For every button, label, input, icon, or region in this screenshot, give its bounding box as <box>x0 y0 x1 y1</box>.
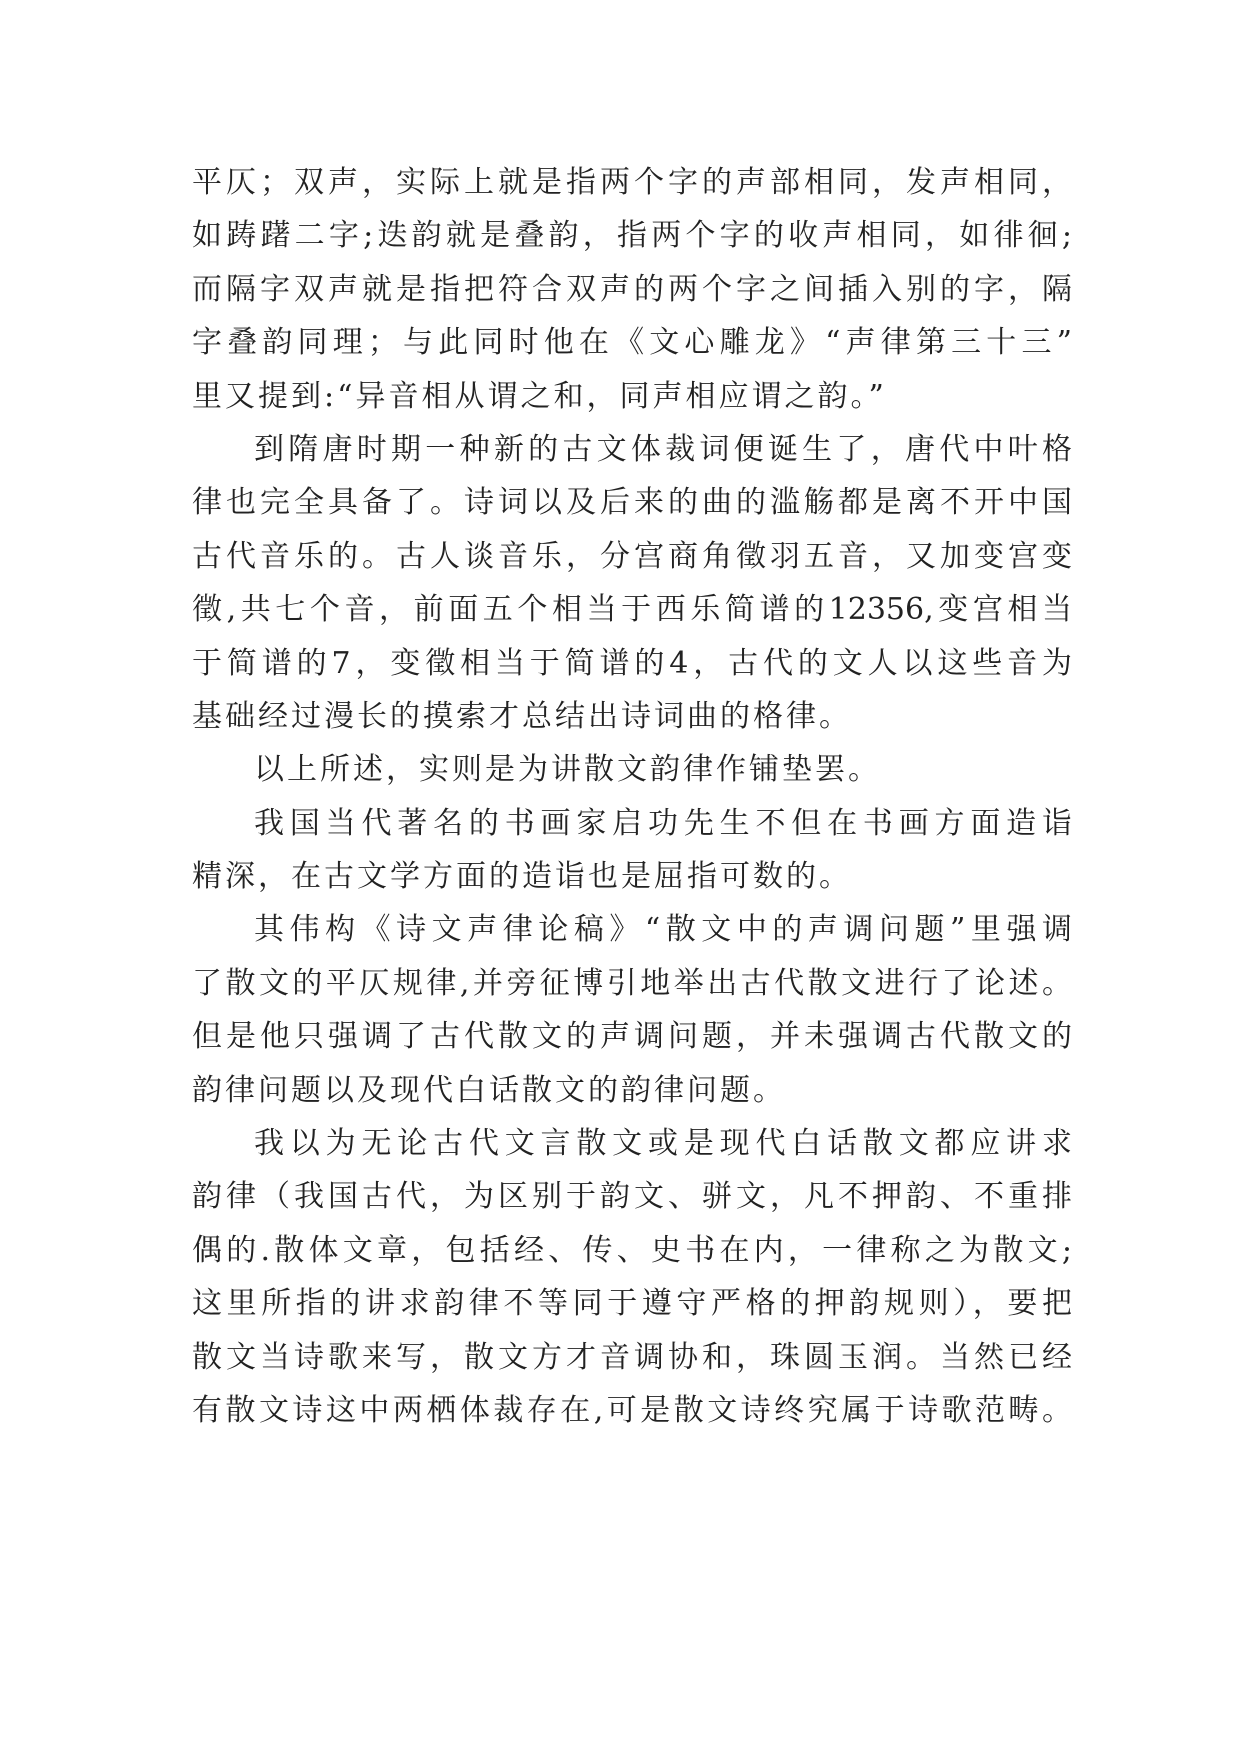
text-line: 我国当代著名的书画家启功先生不但在书画方面造诣 <box>254 805 1072 841</box>
text-line: 如踌躇二字;迭韵就是叠韵，指两个字的收声相同，如徘徊; <box>192 218 1072 254</box>
text-line: 律也完全具备了。诗词以及后来的曲的滥觞都是离不开中国 <box>192 485 1072 521</box>
text-line: 有散文诗这中两栖体裁存在,可是散文诗终究属于诗歌范畴。 <box>192 1392 1072 1428</box>
text-line: 我以为无论古代文言散文或是现代白话散文都应讲求 <box>254 1126 1072 1162</box>
text-line: 里又提到:“异音相从谓之和，同声相应谓之韵。” <box>192 378 887 414</box>
paragraph-1 <box>192 156 1072 423</box>
text-line: 以上所述，实则是为讲散文韵律作铺垫罢。 <box>254 752 881 788</box>
text-line: 于简谱的7，变徵相当于简谱的4，古代的文人以这些音为 <box>192 645 1072 681</box>
text-line: 韵律问题以及现代白话散文的韵律问题。 <box>192 1072 786 1108</box>
text-line: 韵律（我国古代，为区别于韵文、骈文，凡不押韵、不重排 <box>192 1179 1072 1215</box>
text-line: 偶的.散体文章，包括经、传、史书在内，一律称之为散文; <box>192 1232 1072 1268</box>
text-line: 散文当诗歌来写，散文方才音调协和，珠圆玉润。当然已经 <box>192 1339 1072 1375</box>
text-line: 其伟构《诗文声律论稿》“散文中的声调问题”里强调 <box>254 912 1072 948</box>
text-line: 徵,共七个音，前面五个相当于西乐简谱的12356,变宫相当 <box>192 592 1072 628</box>
text-line: 而隔字双声就是指把符合双声的两个字之间插入别的字，隔 <box>192 271 1072 307</box>
body-text <box>192 156 1072 1437</box>
text-line: 这里所指的讲求韵律不等同于遵守严格的押韵规则），要把 <box>192 1286 1072 1322</box>
text-line: 精深，在古文学方面的造诣也是屈指可数的。 <box>192 859 852 895</box>
text-line: 但是他只强调了古代散文的声调问题，并未强调古代散文的 <box>192 1019 1072 1055</box>
text-line: 了散文的平仄规律,并旁征博引地举出古代散文进行了论述。 <box>192 965 1072 1001</box>
paragraph-6 <box>192 1117 1072 1437</box>
text-line: 到隋唐时期一种新的古文体裁词便诞生了，唐代中叶格 <box>254 431 1072 467</box>
paragraph-4 <box>192 797 1072 904</box>
text-line: 平仄；双声，实际上就是指两个字的声部相同，发声相同， <box>192 165 1072 200</box>
paragraph-5 <box>192 903 1072 1117</box>
text-line: 古代音乐的。古人谈音乐，分宫商角徵羽五音，又加变宫变 <box>192 538 1072 574</box>
paragraph-3 <box>192 743 1072 796</box>
text-line: 字叠韵同理；与此同时他在《文心雕龙》“声律第三十三” <box>192 325 1072 361</box>
text-line: 基础经过漫长的摸索才总结出诗词曲的格律。 <box>192 698 852 734</box>
paragraph-2 <box>192 423 1072 743</box>
